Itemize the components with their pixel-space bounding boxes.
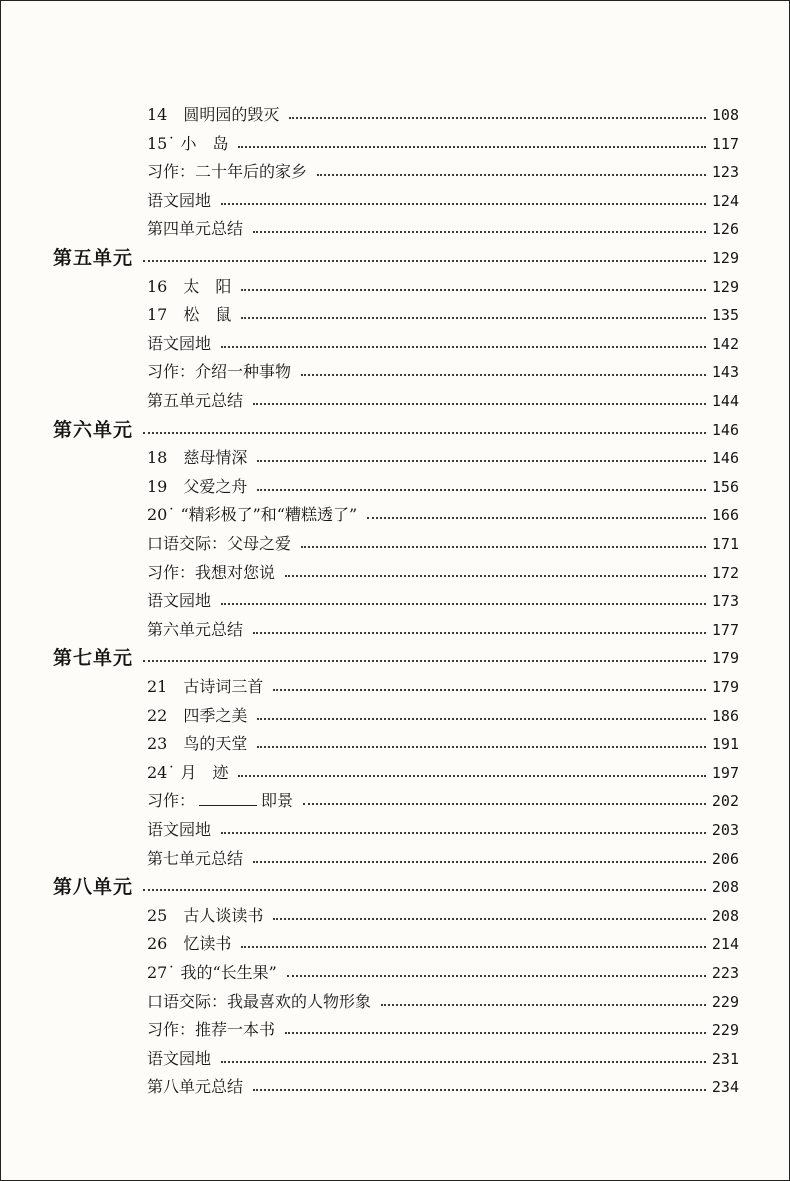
toc-entry-title-text: 习作：我想对您说 bbox=[147, 562, 276, 582]
toc-page-number: 126 bbox=[711, 220, 739, 239]
toc-entry-title-text: 习作：推荐一本书 bbox=[147, 1020, 276, 1040]
toc-entry-title bbox=[147, 963, 277, 983]
toc-entry-title-text: 语文园地 bbox=[147, 190, 212, 210]
dot-leader bbox=[317, 174, 706, 176]
toc-page-number: 179 bbox=[711, 678, 739, 696]
toc-entry bbox=[147, 926, 739, 954]
toc-entry-title-text: 语文园地 bbox=[147, 820, 212, 839]
toc-entry-title bbox=[53, 248, 133, 268]
toc-entry-title bbox=[147, 677, 263, 697]
toc-entry-title bbox=[147, 448, 247, 468]
fill-in-blank-line bbox=[199, 791, 257, 806]
toc-entry-title-text: 第七单元总结 bbox=[147, 848, 244, 868]
toc-entry-title-text: 习作： bbox=[147, 791, 196, 811]
toc-entry-title-text: 第八单元总结 bbox=[147, 1077, 244, 1097]
dot-leader bbox=[367, 517, 706, 519]
toc-entry-title bbox=[147, 277, 231, 297]
toc-page-number: 229 bbox=[711, 1021, 739, 1040]
toc-unit-heading bbox=[53, 412, 739, 440]
toc-entry bbox=[147, 383, 739, 411]
dot-leader bbox=[253, 861, 706, 863]
toc-entry bbox=[147, 698, 739, 726]
toc-entry-title-text: 语文园地 bbox=[147, 1048, 212, 1068]
dot-leader bbox=[273, 918, 706, 920]
toc-entry-title bbox=[147, 477, 247, 497]
dot-leader bbox=[303, 803, 706, 805]
dot-leader bbox=[253, 403, 706, 405]
toc-entry-title bbox=[147, 505, 357, 525]
toc-page-number: 191 bbox=[711, 735, 739, 754]
toc-page-number: 173 bbox=[711, 592, 739, 611]
toc-page-number: 197 bbox=[711, 763, 739, 782]
toc-entry bbox=[147, 526, 739, 554]
toc-page-number: 129 bbox=[711, 249, 739, 267]
toc-entry-title-text: 19 父爱之舟 bbox=[147, 476, 248, 496]
dot-leader bbox=[253, 632, 706, 634]
toc-page-number: 123 bbox=[711, 163, 739, 182]
toc-entry-title-text: 习作：介绍一种事物 bbox=[147, 362, 292, 382]
dot-leader bbox=[257, 746, 706, 748]
toc-page-number: 124 bbox=[711, 191, 739, 210]
toc-entry-title-text: 口语交际：父母之爱 bbox=[147, 534, 292, 553]
dot-leader bbox=[287, 975, 706, 977]
toc-entry-title bbox=[147, 191, 211, 211]
toc-page-number: 179 bbox=[711, 649, 739, 668]
toc-entry bbox=[147, 1069, 739, 1097]
toc-entry-title bbox=[53, 420, 133, 440]
toc-entry bbox=[147, 783, 739, 811]
toc-page-number: 208 bbox=[711, 878, 739, 897]
toc-page-number: 186 bbox=[711, 706, 739, 725]
toc-entry-title-text: 17 松 鼠 bbox=[147, 305, 232, 325]
dot-leader bbox=[221, 1061, 706, 1063]
toc-entry-title bbox=[147, 1049, 211, 1069]
dot-leader bbox=[257, 718, 706, 720]
toc-entry-title-text: 18 慈母情深 bbox=[147, 448, 248, 468]
dot-leader bbox=[381, 1004, 706, 1006]
toc-entry bbox=[147, 669, 739, 697]
toc-page-number: 108 bbox=[711, 106, 739, 124]
toc-entry bbox=[147, 326, 739, 354]
toc-entry-title-text: 第七单元 bbox=[53, 647, 134, 670]
toc-entry bbox=[147, 126, 739, 154]
toc-page-number: 223 bbox=[711, 964, 739, 982]
toc-entry-title bbox=[147, 162, 307, 182]
toc-page-number: 234 bbox=[711, 1078, 739, 1097]
toc-entry bbox=[147, 1012, 739, 1040]
toc-page-number: 206 bbox=[711, 849, 739, 868]
toc-entry-title bbox=[147, 563, 275, 583]
toc-entry-title-text: 27˙ 我的“长生果” bbox=[147, 963, 277, 982]
toc-entry-title bbox=[147, 734, 247, 754]
toc-entry-title bbox=[147, 820, 211, 840]
toc-entry-title-text: 21 古诗词三首 bbox=[147, 677, 264, 696]
dot-leader bbox=[238, 775, 705, 777]
dot-leader bbox=[143, 260, 706, 262]
toc-page-number: 231 bbox=[711, 1049, 739, 1068]
toc-entry-title-text: 口语交际：我最喜欢的人物形象 bbox=[147, 991, 372, 1011]
dot-leader bbox=[273, 689, 706, 691]
toc-page-number: 144 bbox=[711, 392, 739, 410]
toc-entry-title bbox=[147, 334, 211, 354]
toc-entry-title-text: 14 圆明园的毁灭 bbox=[147, 105, 280, 124]
toc-entry-title bbox=[147, 1020, 275, 1040]
toc-entry-title bbox=[53, 648, 133, 668]
toc-entry-title bbox=[147, 1077, 243, 1097]
toc-entry-title-text: 语文园地 bbox=[147, 333, 212, 353]
toc-entry-title-text: 第六单元总结 bbox=[147, 619, 244, 639]
toc-entry-title bbox=[147, 105, 279, 125]
toc-entry-title-text: 23 鸟的天堂 bbox=[147, 734, 248, 754]
dot-leader bbox=[253, 1089, 706, 1091]
toc-page-number: 166 bbox=[711, 506, 739, 525]
toc-entry-title bbox=[147, 305, 231, 325]
toc-entry-title bbox=[147, 992, 371, 1012]
toc-entry bbox=[147, 612, 739, 640]
toc-page-number: 202 bbox=[711, 792, 739, 811]
dot-leader bbox=[221, 346, 706, 348]
toc-entry-title-text: 第四单元总结 bbox=[147, 219, 244, 239]
dot-leader bbox=[289, 117, 706, 119]
toc-page-number: 143 bbox=[711, 363, 739, 382]
toc-entry-title-text: 第六单元 bbox=[53, 418, 134, 441]
toc-page-number: 156 bbox=[711, 477, 739, 496]
dot-leader bbox=[285, 1032, 706, 1034]
toc-entry bbox=[147, 955, 739, 983]
dot-leader bbox=[221, 203, 706, 205]
toc-entry-title bbox=[147, 763, 228, 783]
toc-entry bbox=[147, 469, 739, 497]
toc-entry-title-text: 习作：二十年后的家乡 bbox=[147, 162, 308, 182]
toc-entry bbox=[147, 812, 739, 840]
toc-entry bbox=[147, 898, 739, 926]
dot-leader bbox=[257, 460, 706, 462]
toc-entry bbox=[147, 497, 739, 525]
toc-page-number: 142 bbox=[711, 334, 739, 353]
toc-entry-title-text: 语文园地 bbox=[147, 591, 212, 611]
toc-page-number: 208 bbox=[711, 906, 739, 925]
toc-entry-title-text: 25 古人谈读书 bbox=[147, 905, 264, 925]
toc-entry-title bbox=[147, 391, 243, 411]
toc-entry-title bbox=[147, 219, 243, 239]
dot-leader bbox=[238, 146, 705, 148]
toc-entry-title-text: 20˙ “精彩极了”和“糟糕透了” bbox=[147, 505, 358, 525]
dot-leader bbox=[143, 660, 706, 662]
toc-page-number: 203 bbox=[711, 821, 739, 839]
toc-entry bbox=[147, 297, 739, 325]
dot-leader bbox=[221, 832, 706, 834]
toc-page-number: 135 bbox=[711, 306, 739, 325]
toc-page-number: 146 bbox=[711, 449, 739, 468]
toc-entry-title bbox=[147, 620, 243, 640]
toc-page-number: 172 bbox=[711, 563, 739, 582]
toc-entry-title-text: 26 忆读书 bbox=[147, 934, 232, 954]
toc-entry bbox=[147, 354, 739, 382]
toc-entry bbox=[147, 755, 739, 783]
toc-entry-title bbox=[147, 849, 243, 869]
dot-leader bbox=[257, 489, 706, 491]
toc-page-number: 117 bbox=[711, 134, 739, 153]
toc-entry bbox=[147, 97, 739, 125]
toc-entry bbox=[147, 984, 739, 1012]
toc-entry-title-text: 第八单元 bbox=[53, 876, 134, 899]
dot-leader bbox=[241, 946, 706, 948]
toc-entry bbox=[147, 841, 739, 869]
toc-entry bbox=[147, 440, 739, 468]
dot-leader bbox=[143, 889, 706, 891]
toc-entry-title bbox=[147, 534, 291, 554]
toc-entry bbox=[147, 583, 739, 611]
toc-entry bbox=[147, 211, 739, 239]
toc-entry bbox=[147, 1041, 739, 1069]
dot-leader bbox=[241, 317, 706, 319]
dot-leader bbox=[241, 289, 706, 291]
toc-entry bbox=[147, 269, 739, 297]
dot-leader bbox=[253, 231, 706, 233]
toc-page-number: 214 bbox=[711, 935, 739, 954]
dot-leader bbox=[221, 603, 706, 605]
dot-leader bbox=[143, 432, 706, 434]
toc-entry-title-text: 24˙ 月 迹 bbox=[147, 762, 229, 782]
toc-page-number: 129 bbox=[711, 277, 739, 296]
toc-entry bbox=[147, 726, 739, 754]
dot-leader bbox=[301, 546, 706, 548]
toc-entry-title-text: 22 四季之美 bbox=[147, 705, 248, 725]
toc-entry-title bbox=[147, 906, 263, 926]
toc-entry-title bbox=[147, 591, 211, 611]
toc-page-number: 146 bbox=[711, 420, 739, 439]
toc-entry-title bbox=[147, 934, 231, 954]
toc-entry-title bbox=[147, 706, 247, 726]
toc-unit-heading bbox=[53, 640, 739, 668]
toc-entry-title bbox=[147, 791, 293, 811]
toc-unit-heading bbox=[53, 240, 739, 268]
toc-entry bbox=[147, 555, 739, 583]
toc-entry-title-suffix: 即景 bbox=[261, 791, 294, 811]
toc-entry-title-text: 16 太 阳 bbox=[147, 276, 232, 296]
toc-page-number: 177 bbox=[711, 620, 739, 639]
toc-page-number: 229 bbox=[711, 992, 739, 1011]
toc-unit-heading bbox=[53, 869, 739, 897]
dot-leader bbox=[301, 374, 706, 376]
toc-entry-title bbox=[147, 362, 291, 382]
toc-entry-title bbox=[53, 877, 133, 897]
toc-entry-title-text: 第五单元总结 bbox=[147, 391, 244, 410]
toc-page-number: 171 bbox=[711, 535, 739, 553]
toc-entry bbox=[147, 183, 739, 211]
toc-entry-title-text: 15˙ 小 岛 bbox=[147, 133, 229, 153]
toc-entry bbox=[147, 154, 739, 182]
toc-entry-title-text: 第五单元 bbox=[53, 247, 134, 269]
dot-leader bbox=[285, 575, 706, 577]
toc-entry-title bbox=[147, 134, 228, 154]
